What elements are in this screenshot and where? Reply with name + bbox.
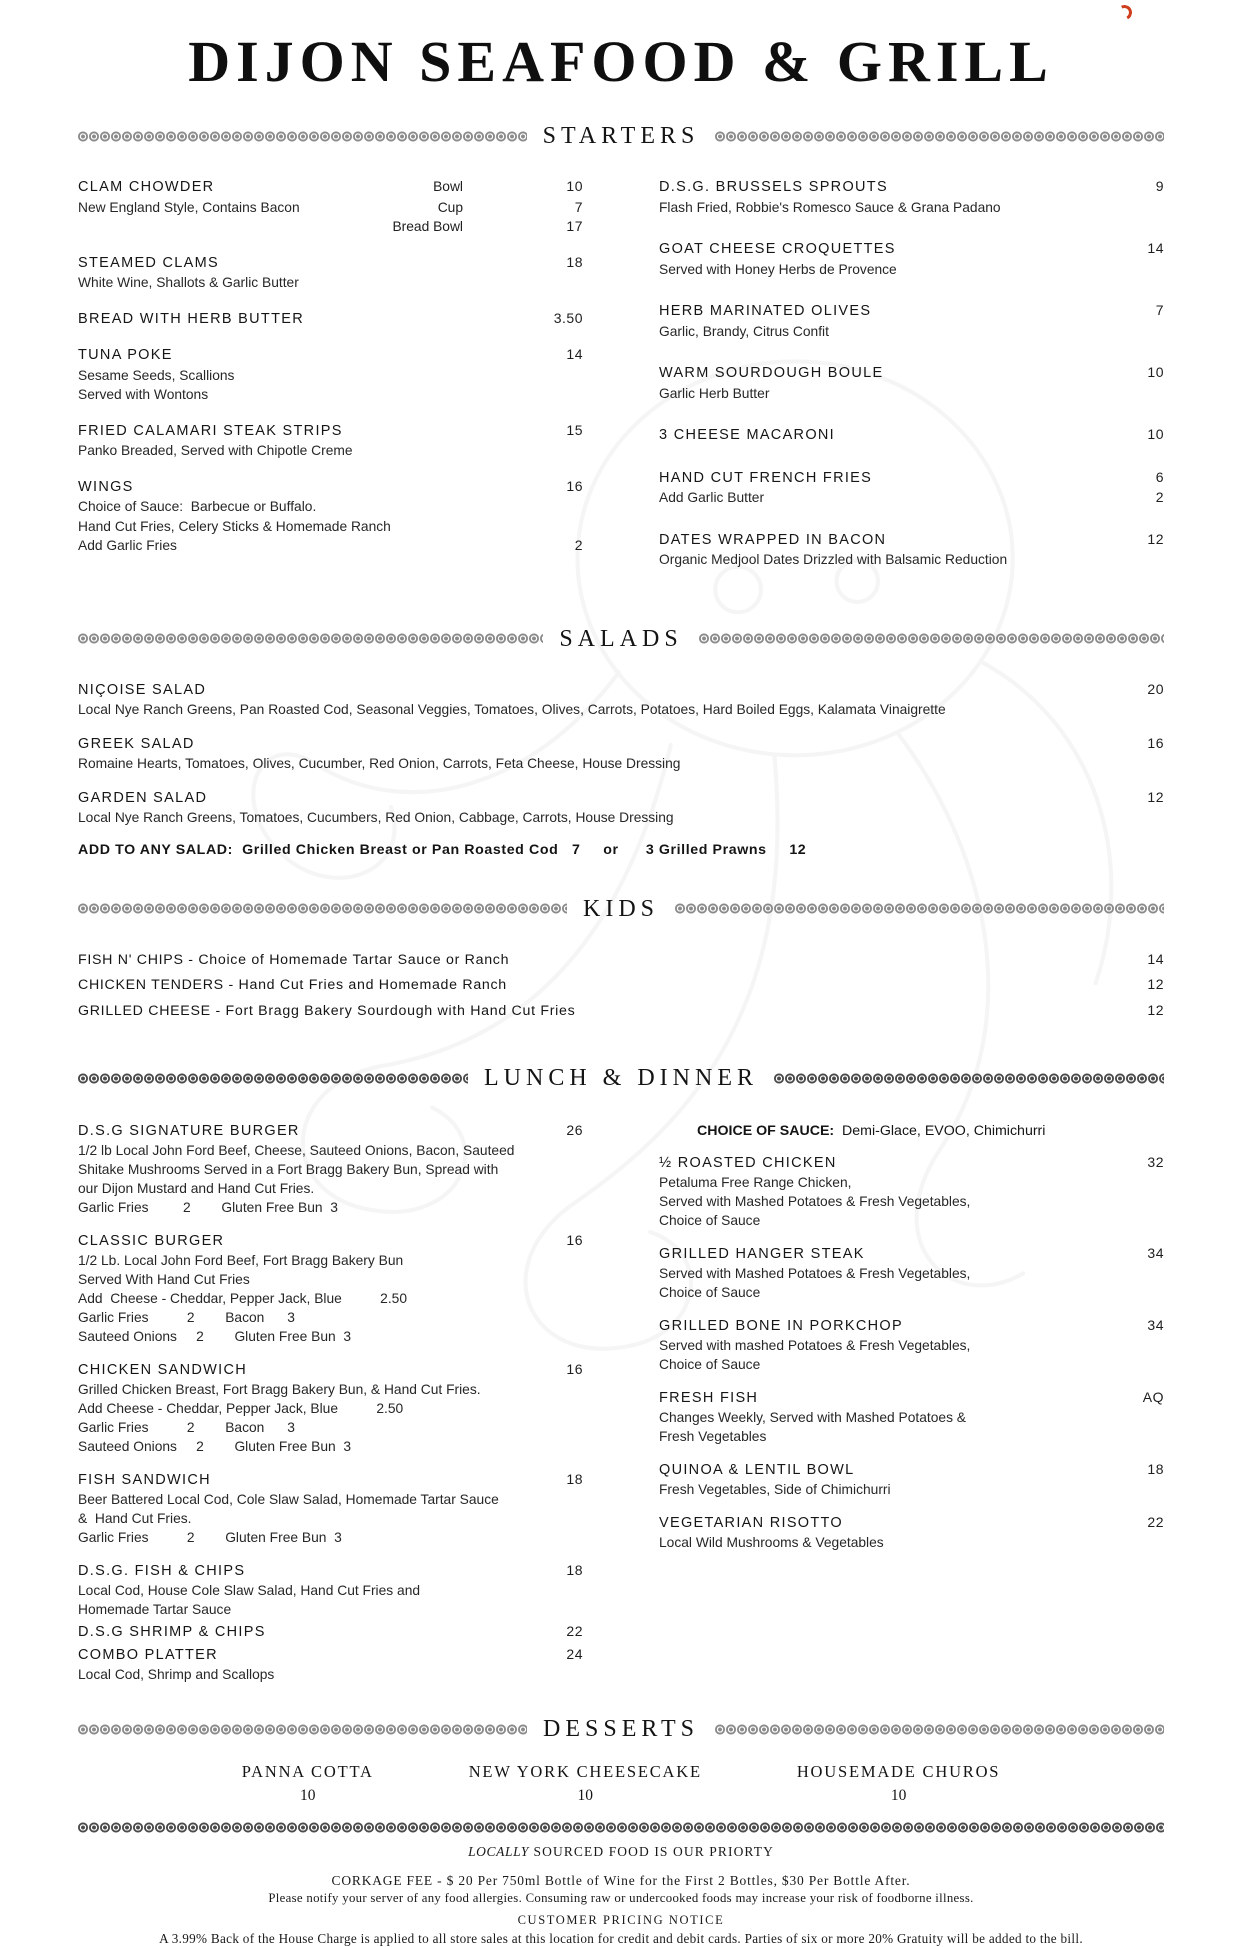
item-price: AQ [1142, 1389, 1164, 1405]
wave-divider [78, 1072, 468, 1085]
item-name: ½ ROASTED CHICKEN [659, 1155, 837, 1171]
wave-divider [675, 902, 1164, 915]
menu-item-detail-row [78, 497, 583, 517]
menu-item-detail-row [78, 808, 1164, 828]
menu-item [78, 950, 1164, 971]
menu-content [78, 28, 1164, 1947]
bottom-divider [78, 1821, 1164, 1834]
dessert-name: HOUSEMADE CHUROS [796, 1762, 1001, 1781]
lunch-right-column [659, 1121, 1164, 1698]
menu-item [78, 253, 583, 293]
item-price: 34 [1147, 1317, 1164, 1333]
menu-item-detail-row [659, 1480, 1164, 1499]
menu-item-head-row [659, 363, 1164, 384]
item-price: 7 [574, 198, 583, 215]
menu-item [78, 788, 1164, 828]
item-description: Choice of Sauce [659, 1357, 761, 1372]
menu-item-detail-row [78, 1528, 583, 1547]
red-corner-mark [1115, 3, 1134, 22]
item-name: FISH N' CHIPS - Choice of Homemade Tartar Sauce or Ranch [78, 951, 510, 968]
menu-item [78, 1622, 583, 1642]
salad-addons-text: Grilled Chicken Breast or Pan Roasted Cod 7 or 3 Grilled Prawns 12 [232, 841, 807, 858]
item-name: CLAM CHOWDER [78, 179, 215, 195]
section-title-salads: SALADS [559, 625, 683, 652]
item-price: 2 [574, 537, 583, 553]
item-price: 18 [566, 1471, 583, 1487]
item-name: D.S.G SHRIMP & CHIPS [78, 1624, 266, 1640]
item-price: 20 [1147, 680, 1164, 697]
item-name: D.S.G. FISH & CHIPS [78, 1563, 246, 1579]
item-description: White Wine, Shallots & Garlic Butter [78, 275, 299, 290]
menu-item-detail-row [78, 1600, 583, 1619]
item-description: Local Cod, Shrimp and Scallops [78, 1667, 275, 1682]
item-name: CHICKEN SANDWICH [78, 1362, 248, 1378]
locally-sourced-rest: SOURCED FOOD IS OUR PRIORTY [529, 1844, 774, 1859]
item-price: 3.50 [553, 309, 583, 326]
menu-item [78, 345, 583, 405]
item-size-label: Bread Bowl [392, 219, 463, 234]
item-description: 1/2 Lb. Local John Ford Beef, Fort Bragg Bakery Bun [78, 1253, 404, 1268]
item-price: 18 [1147, 1461, 1164, 1477]
menu-item [78, 309, 583, 330]
item-name: CHICKEN TENDERS - Hand Cut Fries and Homemade Ranch [78, 977, 507, 993]
item-name: QUINOA & LENTIL BOWL [659, 1462, 855, 1478]
item-name: COMBO PLATTER [78, 1647, 218, 1663]
choice-of-sauce-note [697, 1123, 1164, 1139]
item-price: 14 [566, 346, 583, 362]
item-price: 16 [1147, 734, 1164, 751]
item-name: D.S.G. BRUSSELS SPROUTS [659, 179, 888, 195]
item-name: GOAT CHEESE CROQUETTES [659, 241, 896, 257]
menu-item-head-row [659, 425, 1164, 446]
section-header-lunch-dinner [78, 1061, 1164, 1095]
wave-divider [699, 632, 1164, 645]
item-description: Garlic Herb Butter [659, 385, 770, 401]
starters-columns [78, 177, 1164, 592]
item-price: 16 [566, 1232, 583, 1248]
menu-item-head-row [78, 788, 1164, 809]
menu-item-detail-row [659, 1408, 1164, 1427]
menu-item-head-row [659, 1244, 1164, 1264]
menu-item [659, 301, 1164, 341]
lunch-right-items [659, 1153, 1164, 1552]
item-price: 10 [1147, 364, 1164, 380]
menu-item-head-row [659, 1460, 1164, 1480]
item-description: Sauteed Onions 2 Gluten Free Bun 3 [78, 1329, 352, 1344]
menu-item-head-row [659, 301, 1164, 322]
menu-item-detail-row [78, 517, 583, 537]
pricing-notice-title: CUSTOMER PRICING NOTICE [517, 1913, 725, 1927]
item-price: 17 [566, 218, 583, 234]
item-description: Served with Wontons [78, 387, 209, 402]
wave-divider [78, 1821, 1164, 1834]
item-price: 18 [566, 1562, 583, 1578]
kids-list [78, 950, 1164, 1022]
item-description: Local Nye Ranch Greens, Pan Roasted Cod, Seasonal Veggies, Tomatoes, Olives, Carrots, Potatoes, Hard Boiled Eggs, Kalamata Vinaigrette [78, 702, 946, 717]
dessert-item [242, 1762, 374, 1805]
item-price: 7 [1155, 302, 1164, 318]
section-header-desserts [78, 1712, 1164, 1746]
item-description: Romaine Hearts, Tomatoes, Olives, Cucumber, Red Onion, Carrots, Feta Cheese, House Dressing [78, 756, 681, 771]
item-name: FRESH FISH [659, 1390, 759, 1406]
wave-divider [715, 1723, 1164, 1736]
menu-item-detail-row [78, 700, 1164, 720]
menu-item [78, 734, 1164, 774]
wave-divider [78, 902, 567, 915]
item-description: Garlic Fries 2 Bacon 3 [78, 1310, 295, 1325]
menu-item-detail-row [659, 1336, 1164, 1355]
salad-addons-label: ADD TO ANY SALAD: [78, 841, 233, 858]
menu-item-head-row [78, 309, 583, 330]
item-price: 12 [1147, 976, 1164, 992]
item-name: VEGETARIAN RISOTTO [659, 1515, 843, 1531]
dessert-price: 10 [299, 1787, 316, 1804]
menu-item-detail-row [78, 1198, 583, 1217]
menu-item [659, 1153, 1164, 1230]
menu-item-detail-row [78, 198, 583, 218]
menu-item [659, 1244, 1164, 1302]
item-description: Add Garlic Butter [659, 490, 765, 505]
starters-right-column [659, 177, 1164, 592]
menu-item-head-row [78, 975, 1164, 996]
item-price: 15 [566, 421, 583, 438]
item-description: Served with Honey Herbs de Provence [659, 261, 897, 277]
item-description: Served with Mashed Potatoes & Fresh Vegetables, [659, 1194, 971, 1209]
item-name: GRILLED HANGER STEAK [659, 1246, 865, 1262]
item-description: Choice of Sauce: Barbecue or Buffalo. [78, 499, 317, 514]
menu-item-head-row [659, 239, 1164, 260]
item-description: Hand Cut Fries, Celery Sticks & Homemade Ranch [78, 518, 391, 534]
menu-item [659, 1388, 1164, 1446]
menu-item [659, 1316, 1164, 1374]
item-description: Garlic Fries 2 Gluten Free Bun 3 [78, 1200, 338, 1215]
menu-item-detail-row [78, 1490, 583, 1509]
wave-divider [715, 130, 1164, 143]
wave-divider [774, 1072, 1164, 1085]
locally-sourced-line [78, 1844, 1164, 1860]
item-price: 14 [1147, 240, 1164, 256]
menu-item-detail-row [78, 1251, 583, 1270]
item-description: Served with mashed Potatoes & Fresh Vegetables, [659, 1338, 971, 1353]
item-description: Beer Battered Local Cod, Cole Slaw Salad, Homemade Tartar Sauce [78, 1492, 499, 1507]
menu-item-detail-row [78, 441, 583, 461]
menu-item [78, 421, 583, 461]
item-price: 32 [1147, 1154, 1164, 1170]
item-name: CLASSIC BURGER [78, 1233, 225, 1249]
item-price: 18 [566, 253, 583, 270]
item-description: Local Nye Ranch Greens, Tomatoes, Cucumbers, Red Onion, Cabbage, Carrots, House Dressing [78, 810, 674, 825]
menu-item [659, 425, 1164, 446]
menu-item-head-row [78, 1470, 583, 1490]
menu-item-detail-row [659, 260, 1164, 280]
menu-item-head-row [78, 1121, 583, 1141]
menu-item-detail-row [659, 1283, 1164, 1302]
item-description: Changes Weekly, Served with Mashed Potatoes & [659, 1410, 967, 1425]
menu-item-detail-row [78, 273, 583, 293]
corkage-fee-line: CORKAGE FEE - $ 20 Per 750ml Bottle of Wine for the First 2 Bottles, $30 Per Bottle After. [331, 1873, 911, 1888]
menu-item-head-row [659, 530, 1164, 551]
item-name: GRILLED BONE IN PORKCHOP [659, 1318, 903, 1334]
menu-item [659, 1460, 1164, 1499]
menu-item [78, 1360, 583, 1456]
item-name: WINGS [78, 478, 134, 495]
menu-item [659, 530, 1164, 570]
dessert-price: 10 [890, 1787, 907, 1804]
menu-item-detail-row [78, 1581, 583, 1600]
item-description: Add Garlic Fries [78, 538, 177, 553]
menu-item-detail-row [78, 1160, 583, 1179]
item-price: 16 [566, 1361, 583, 1377]
item-price: 16 [566, 477, 583, 494]
item-price: 12 [1147, 530, 1164, 547]
menu-item-head-row [78, 1231, 583, 1251]
item-name: 3 CHEESE MACARONI [659, 427, 835, 443]
menu-item-head-row [78, 1360, 583, 1380]
item-name: GREEK SALAD [78, 735, 195, 752]
menu-item-detail-row [659, 1427, 1164, 1446]
menu-item [78, 1001, 1164, 1022]
menu-item-head-row [659, 1388, 1164, 1408]
menu-item-detail-row [78, 1380, 583, 1399]
item-price: 12 [1147, 788, 1164, 805]
menu-item-detail-row [78, 1179, 583, 1198]
wave-divider [78, 632, 543, 645]
menu-item-detail-row [659, 1173, 1164, 1192]
item-size-label: Cup [437, 199, 463, 215]
menu-item [659, 177, 1164, 217]
item-price: 10 [566, 178, 583, 194]
menu-item [78, 477, 583, 556]
menu-item [659, 1513, 1164, 1552]
item-name: TUNA POKE [78, 347, 173, 363]
menu-item-detail-row [659, 1264, 1164, 1283]
menu-item-detail-row [659, 550, 1164, 570]
item-price: 22 [1147, 1514, 1164, 1530]
item-price: 12 [1147, 1001, 1164, 1018]
item-price: 2 [1155, 489, 1164, 505]
item-name: WARM SOURDOUGH BOULE [659, 365, 884, 381]
menu-item-detail-row [78, 536, 583, 556]
menu-item [78, 1645, 583, 1684]
item-name: DATES WRAPPED IN BACON [659, 531, 887, 548]
item-description: our Dijon Mustard and Hand Cut Fries. [78, 1181, 315, 1196]
item-description: Garlic, Brandy, Citrus Confit [659, 323, 829, 339]
item-description: Local Wild Mushrooms & Vegetables [659, 1535, 884, 1550]
menu-item [659, 363, 1164, 403]
menu-item [78, 177, 583, 237]
menu-item-detail-row [78, 1399, 583, 1418]
section-title-kids: KIDS [583, 895, 660, 922]
menu-item-detail-row [78, 1289, 583, 1308]
menu-item-detail-row [78, 1509, 583, 1528]
item-price: 34 [1147, 1245, 1164, 1261]
menu-item [78, 975, 1164, 996]
menu-item [659, 239, 1164, 279]
section-title-lunch-dinner: LUNCH & DINNER [484, 1065, 758, 1091]
choice-of-sauce-label: CHOICE OF SAUCE: [697, 1123, 835, 1139]
item-description: Grilled Chicken Breast, Fort Bragg Bakery Bun, & Hand Cut Fries. [78, 1382, 481, 1397]
item-name: D.S.G SIGNATURE BURGER [78, 1123, 300, 1139]
item-name: GARDEN SALAD [78, 789, 208, 806]
menu-item [78, 680, 1164, 720]
menu-item [78, 1231, 583, 1346]
dessert-price: 10 [577, 1787, 594, 1804]
menu-item-detail-row [659, 1192, 1164, 1211]
menu-item-detail-row [78, 217, 583, 237]
menu-item [78, 1470, 583, 1547]
menu-item-head-row [78, 253, 583, 274]
menu-item-head-row [659, 1153, 1164, 1173]
menu-item-detail-row [659, 488, 1164, 508]
wave-divider [78, 130, 527, 143]
menu-item-head-row [78, 1645, 583, 1665]
item-description: Served with Mashed Potatoes & Fresh Vegetables, [659, 1266, 971, 1281]
footer [78, 1844, 1164, 1947]
menu-item-detail-row [659, 1355, 1164, 1374]
item-price: 14 [1147, 950, 1164, 967]
item-description: Fresh Vegetables [659, 1429, 767, 1444]
dessert-name: NEW YORK CHEESECAKE [468, 1762, 702, 1781]
menu-item-head-row [78, 421, 583, 442]
section-title-desserts: DESSERTS [543, 1716, 699, 1742]
item-name: HERB MARINATED OLIVES [659, 303, 872, 319]
salad-addons-note [78, 842, 1164, 858]
lunch-left-column [78, 1121, 583, 1698]
menu-item-head-row [78, 477, 583, 498]
salads-list [78, 680, 1164, 828]
menu-item-head-row [78, 1001, 1164, 1022]
menu-item [78, 1121, 583, 1217]
menu-item-head-row [659, 177, 1164, 198]
menu-item-detail-row [78, 385, 583, 405]
item-name: BREAD WITH HERB BUTTER [78, 310, 304, 327]
item-name: NIÇOISE SALAD [78, 681, 207, 698]
menu-item-detail-row [78, 1437, 583, 1456]
dessert-item [797, 1762, 1000, 1805]
item-description: Homemade Tartar Sauce [78, 1602, 232, 1617]
item-description: Local Cod, House Cole Slaw Salad, Hand Cut Fries and [78, 1583, 421, 1598]
item-description: 1/2 lb Local John Ford Beef, Cheese, Sauteed Onions, Bacon, Sauteed [78, 1143, 515, 1158]
menu-item [659, 468, 1164, 508]
item-description: Choice of Sauce [659, 1285, 761, 1300]
item-description: Add Cheese - Cheddar, Pepper Jack, Blue 2.50 [78, 1291, 408, 1306]
starters-left-column [78, 177, 583, 592]
item-description: Garlic Fries 2 Bacon 3 [78, 1420, 295, 1435]
menu-item-head-row [78, 1561, 583, 1581]
item-price: 10 [1147, 426, 1164, 442]
item-description: Fresh Vegetables, Side of Chimichurri [659, 1482, 891, 1497]
menu-item-head-row [659, 1316, 1164, 1336]
lunch-dinner-columns [78, 1121, 1164, 1698]
menu-item-detail-row [78, 366, 583, 386]
locally-sourced-emphasis: LOCALLY [468, 1844, 530, 1859]
item-description: Organic Medjool Dates Drizzled with Balsamic Reduction [659, 552, 1008, 567]
item-description: & Hand Cut Fries. [78, 1511, 192, 1526]
item-description: Served With Hand Cut Fries [78, 1272, 250, 1287]
item-description: Choice of Sauce [659, 1213, 761, 1228]
menu-item-detail-row [659, 1533, 1164, 1552]
menu-item-detail-row [659, 1211, 1164, 1230]
menu-item-head-row [78, 950, 1164, 971]
item-description: Add Cheese - Cheddar, Pepper Jack, Blue 2.50 [78, 1401, 404, 1416]
dessert-name: PANNA COTTA [241, 1762, 374, 1781]
menu-item-head-row [659, 1513, 1164, 1533]
wave-divider [78, 1723, 527, 1736]
menu-item-detail-row [78, 1270, 583, 1289]
section-header-salads [78, 622, 1164, 656]
menu-item-detail-row [659, 384, 1164, 404]
menu-item-detail-row [78, 1308, 583, 1327]
section-title-starters: STARTERS [542, 123, 700, 149]
item-description: Shitake Mushrooms Served in a Fort Bragg Bakery Bun, Spread with [78, 1162, 499, 1177]
menu-item-detail-row [78, 1327, 583, 1346]
item-price: 6 [1155, 468, 1164, 485]
item-name: GRILLED CHEESE - Fort Bragg Bakery Sourdough with Hand Cut Fries [78, 1002, 576, 1019]
menu-item-head-row [659, 468, 1164, 489]
menu-item-detail-row [78, 754, 1164, 774]
item-price: 22 [566, 1623, 583, 1639]
menu-item-detail-row [659, 322, 1164, 342]
item-name: FRIED CALAMARI STEAK STRIPS [78, 422, 343, 439]
item-price: 24 [566, 1646, 583, 1662]
menu-item [78, 1561, 583, 1619]
menu-item-head-row [78, 345, 583, 366]
item-size-label: Bowl [433, 179, 463, 194]
item-description: Flash Fried, Robbie's Romesco Sauce & Grana Padano [659, 199, 1001, 215]
menu-item-head-row [78, 1622, 583, 1642]
menu-item-detail-row [659, 198, 1164, 218]
section-header-kids [78, 892, 1164, 926]
dessert-item [469, 1762, 702, 1805]
pricing-notice-text: A 3.99% Back of the House Charge is applied to all store sales at this location for credit and debit cards. Parties of six or more 20% Gratuity will be added to the bill. [159, 1931, 1083, 1946]
menu-item-head-row [78, 177, 583, 198]
allergy-notice-line: Please notify your server of any food allergies. Consuming raw or undercooked foods may increase your risk of foodborne illness. [268, 1891, 974, 1905]
item-name: FISH SANDWICH [78, 1472, 211, 1488]
item-description: Sesame Seeds, Scallions [78, 367, 235, 383]
item-description: Panko Breaded, Served with Chipotle Creme [78, 443, 353, 458]
choice-of-sauce-text: Demi-Glace, EVOO, Chimichurri [834, 1123, 1046, 1139]
item-description: New England Style, Contains Bacon [78, 199, 300, 215]
menu-item-detail-row [78, 1665, 583, 1684]
menu-item-detail-row [78, 1418, 583, 1437]
restaurant-name: DIJON SEAFOOD & GRILL [188, 29, 1054, 94]
menu-item-head-row [78, 734, 1164, 755]
menu-item-detail-row [78, 1141, 583, 1160]
item-description: Petaluma Free Range Chicken, [659, 1175, 852, 1190]
menu-item-head-row [78, 680, 1164, 701]
item-description: Garlic Fries 2 Gluten Free Bun 3 [78, 1530, 342, 1545]
section-header-starters [78, 119, 1164, 153]
item-description: Sauteed Onions 2 Gluten Free Bun 3 [78, 1439, 352, 1454]
item-price: 9 [1155, 178, 1164, 194]
desserts-row [78, 1762, 1164, 1805]
item-name: HAND CUT FRENCH FRIES [659, 469, 873, 486]
item-name: STEAMED CLAMS [78, 254, 219, 271]
item-price: 26 [566, 1122, 583, 1138]
